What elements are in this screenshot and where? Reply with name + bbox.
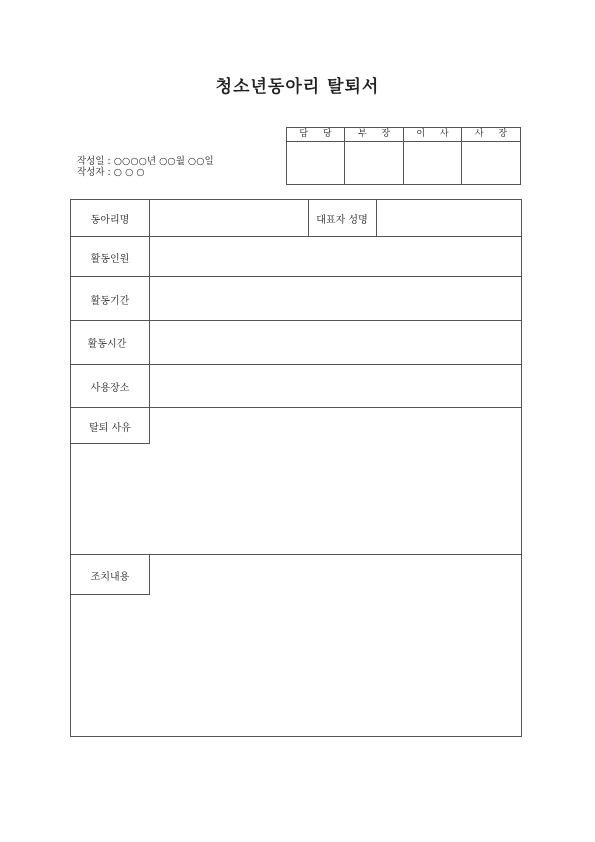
- rep-name-label: 대표자 성명: [316, 215, 368, 226]
- withdrawal-form: [70, 199, 522, 737]
- date-line: 작성일 : ○○○○년 ○○월 ○○일: [77, 156, 214, 167]
- document-meta: [77, 156, 214, 178]
- action-label: 조치내용: [90, 572, 130, 583]
- row-divider: [71, 276, 521, 277]
- period-label: 활동기간: [90, 296, 130, 307]
- approval-signature-staff[interactable]: [287, 142, 345, 184]
- reason-label-box-bottom: [71, 443, 150, 444]
- approval-signature-president[interactable]: [462, 142, 520, 184]
- rep-name-field[interactable]: [378, 202, 520, 234]
- row-divider: [71, 407, 521, 408]
- page-title: 청소년동아리 탈퇴서: [215, 77, 380, 97]
- reason-label: 탈퇴 사유: [89, 423, 131, 434]
- members-label: 활동인원: [90, 254, 130, 265]
- approval-signature-director[interactable]: [404, 142, 462, 184]
- action-label-box-bottom: [71, 594, 150, 595]
- reason-field[interactable]: [151, 409, 520, 552]
- approval-header-director: 이 사: [404, 128, 462, 142]
- approval-header-manager: 부 장: [345, 128, 404, 142]
- row-divider: [71, 236, 521, 237]
- members-field[interactable]: [151, 238, 520, 274]
- approval-header-staff: 담 당: [287, 128, 345, 142]
- row-divider: [71, 320, 521, 321]
- place-label: 사용장소: [90, 383, 130, 394]
- action-label-box-edge: [149, 554, 150, 594]
- reason-label-box-edge: [149, 407, 150, 443]
- club-name-label: 동아리명: [90, 215, 130, 226]
- rep-label-divider-right: [376, 200, 377, 236]
- row-divider: [71, 364, 521, 365]
- approval-header-president: 사 장: [462, 128, 520, 142]
- period-field[interactable]: [151, 278, 520, 318]
- approval-signature-manager[interactable]: [345, 142, 404, 184]
- row-divider: [71, 554, 521, 555]
- place-field[interactable]: [151, 366, 520, 405]
- time-field[interactable]: [151, 322, 520, 362]
- club-name-field[interactable]: [151, 202, 306, 234]
- approval-table: [286, 127, 521, 185]
- action-field[interactable]: [151, 556, 520, 734]
- time-label: 활동시간: [87, 339, 127, 350]
- label-column-divider: [149, 200, 150, 407]
- author-line: 작성자 : ○ ○ ○: [77, 167, 145, 178]
